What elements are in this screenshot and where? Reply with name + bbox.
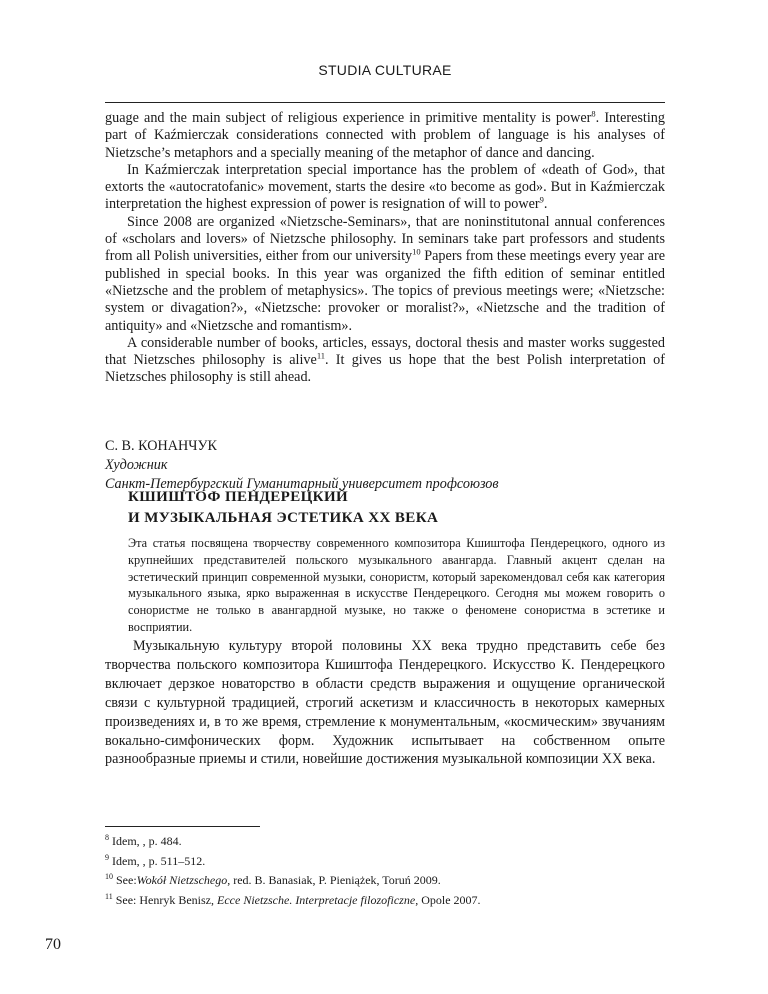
footnote-ref[interactable]: 8 (591, 108, 596, 119)
footnote-number: 9 (105, 852, 109, 862)
previous-article-text (105, 110, 665, 387)
footnote-text: See: Henryk Benisz, (115, 892, 218, 907)
author-affiliation: Санкт-Петербургский Гуманитарный университет профсоюзов (105, 476, 499, 492)
author-name (105, 437, 665, 456)
article-title (128, 487, 648, 529)
text-run: . It gives us hope that the best Polish interpretation of Nietzsches philosophy is still ahead. (105, 352, 665, 386)
running-title: STUDIA CULTURAE (318, 62, 452, 78)
author-surname: КОНАНЧУК (134, 438, 217, 454)
text-run: In Kaźmierczak interpretation special importance has the problem of «death of God», that extorts the «autocratofanic» movement, starts the desire «to become as god». But in Kaźmierczak interpretation the highest expression of power is resignation of will to power (105, 161, 665, 213)
footnote-text: Idem, , p. 484. (112, 834, 182, 848)
footnote-book-title: Wokół Nietzschego (136, 873, 228, 887)
text-run: Since 2008 are organized «Nietzsche-Seminars», that are noninstitutonal annual conferences of «scholars and lovers» of Nietzsche philosophy. In seminars take part professors and students from all Polish universities, either from our university (105, 213, 665, 265)
footnote-text: See: (116, 873, 137, 887)
header-rule (105, 102, 665, 103)
paragraph (105, 162, 665, 214)
text-run: Papers from these meetings every year are published in special books. In this year was organized the fifth edition of seminar entitled «Nietzsche and the problem of metaphysics». The topics of previous meetings were; «Nietzsche: system or divagation?», «Nietzsche: provoker or moralist?», «Nietzsche and the tradition of antiquity» and «Nietzsche and romantism». (105, 248, 665, 334)
author-role: Художник (105, 457, 168, 473)
article-body: Музыкальную культуру второй половины XX века трудно представить себе без творчества польского композитора Кшиштофа Пендерецкого. Искусство К. Пендерецкого включает дерзкое новаторство в области средств выражения и ощущение органической связи с культурной традицией, строгий аскетизм и классичность в некоторых камерных произведениях и, в то же время, стремление к монументальным, «космическим» звучаниям вокально-симфонических форм. Художник испытывает на собственном опыте разнообразные приемы и стили, новейшие достижения музыкальной композиции XX века. (105, 638, 665, 768)
footnote-rule (105, 826, 260, 827)
footnotes (105, 832, 665, 910)
title-line: И МУЗЫКАЛЬНАЯ ЭСТЕТИКА XX ВЕКА (128, 510, 439, 526)
footnote-text: Idem, , p. 511–512. (112, 853, 206, 868)
text-run: . (543, 196, 548, 213)
footnote-number: 10 (105, 872, 113, 881)
footnote (105, 871, 665, 891)
footnote-ref[interactable]: 10 (412, 246, 421, 257)
paragraph (105, 335, 665, 387)
footnote (105, 852, 665, 872)
footnote-ref[interactable]: 11 (316, 350, 325, 361)
text-run: guage and the main subject of religious experience in primitive mentality is power (105, 110, 592, 126)
paragraph (105, 110, 665, 162)
title-line: КШИШТОФ ПЕНДЕРЕЦКИЙ (128, 489, 349, 505)
footnote-ref[interactable]: 9 (539, 194, 544, 205)
abstract: Эта статья посвящена творчеству современного композитора Кшиштофа Пендерецкого, одного из крупнейших представителей польского музыкального авангарда. Главный акцент сделан на эстетический принцип современной музыки, сонористм, который зарекомендовал себя как категория музыкального языка, ярко выраженная в искусстве Пендерецкого. Сегодня мы можем говорить о сонористме не только в авангардной музыке, но также о феномене сонористма в эстетике и восприятии. (128, 536, 665, 634)
author-block (105, 437, 665, 494)
footnote-number: 11 (105, 891, 113, 901)
paragraph (105, 214, 665, 335)
footnote-text: , Opole 2007. (415, 892, 481, 907)
footnote-book-title: Ecce Nietzsche. Interpretacje filozoficzne (217, 892, 416, 907)
text-run: . Interesting part of Kaźmierczak considerations connected with problem of language is his analyses of Nietzsche’s metaphors and a specially meaning of the metaphor of dance and dancing. (105, 110, 665, 161)
text-run: A considerable number of books, articles, essays, doctoral thesis and master works suggested that Nietzsches philosophy is alive (105, 334, 665, 369)
page-number: 70 (45, 936, 61, 953)
footnote (105, 891, 665, 911)
author-initials: С. В. (105, 438, 135, 454)
footnote-number: 8 (105, 833, 109, 842)
footnote-text: , red. B. Banasiak, P. Pieniążek, Toruń 2009. (227, 873, 441, 887)
footnote (105, 832, 665, 852)
